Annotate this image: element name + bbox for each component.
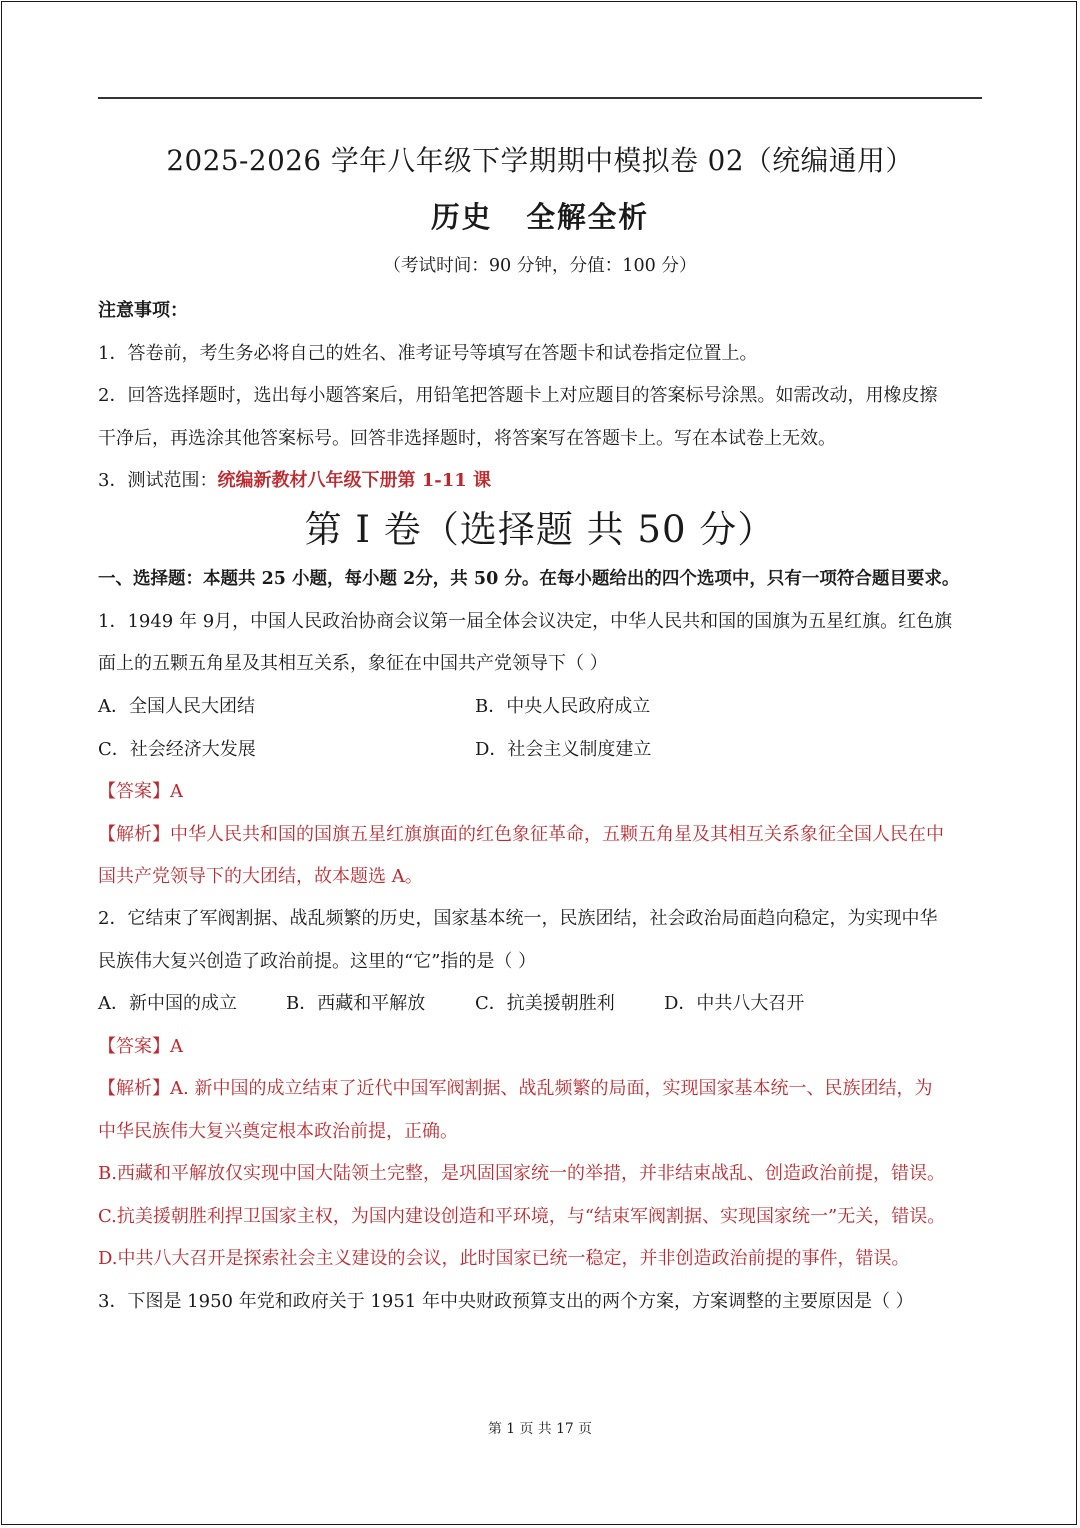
q2-option-d: D．中共八大召开 (664, 993, 805, 1014)
q1-analysis-line-1: 【解析】中华人民共和国的国旗五星红旗旗面的红色象征革命，五颗五角星及其相互关系象征全国人民在中 (98, 824, 944, 845)
q2-stem-line-1: 2．它结束了军阀割据、战乱频繁的历史，国家基本统一，民族团结，社会政治局面趋向稳定，为实现中华 (98, 908, 938, 929)
notice-item-2-line-1: 2．回答选择题时，选出每小题答案后，用铅笔把答题卡上对应题目的答案标号涂黑。如需改动，用橡皮擦 (98, 385, 938, 406)
notice-item-3-prefix: 3．测试范围： (98, 470, 218, 491)
notice-item-1: 1．答卷前，考生务必将自己的姓名、准考证号等填写在答题卡和试卷指定位置上。 (98, 343, 758, 364)
q1-stem-line-1: 1．1949 年 9月，中国人民政治协商会议第一届全体会议决定，中华人民共和国的国旗为五星红旗。红色旗 (98, 611, 953, 632)
section-title: 第 I 卷（选择题 共 50 分） (304, 508, 776, 551)
q1-option-d: D．社会主义制度建立 (475, 739, 652, 760)
q2-answer: 【答案】A (98, 1036, 183, 1057)
q2-analysis-line-2: 中华民族伟大复兴奠定根本政治前提，正确。 (98, 1121, 458, 1142)
q2-analysis-option-c: C.抗美援朝胜利捍卫国家主权，为国内建设创造和平环境，与“结束军阀割据、实现国家统一”无关，错误。 (98, 1206, 946, 1227)
q1-analysis-line-2: 国共产党领导下的大团结，故本题选 A。 (98, 866, 423, 887)
q1-option-c: C．社会经济大发展 (98, 739, 256, 760)
notice-item-2-line-2: 干净后，再选涂其他答案标号。回答非选择题时，将答案写在答题卡上。写在本试卷上无效。 (98, 428, 836, 449)
subject-label: 历史 (430, 200, 493, 234)
q2-analysis-line-1: 【解析】A. 新中国的成立结束了近代中国军阀割据、战乱频繁的局面，实现国家基本统一、民族团结，为 (98, 1078, 933, 1099)
header-rule (98, 97, 982, 99)
exam-time-info: （考试时间：90 分钟，分值：100 分） (383, 256, 697, 276)
q2-option-a: A．新中国的成立 (98, 993, 237, 1014)
page-number: 第 1 页 共 17 页 (487, 1421, 593, 1437)
exam-title: 2025-2026 学年八年级下学期期中模拟卷 02（统编通用） (166, 144, 914, 177)
q1-stem-line-2: 面上的五颗五角星及其相互关系，象征在中国共产党领导下（ ） (98, 653, 608, 674)
q2-option-b: B．西藏和平解放 (286, 993, 426, 1014)
q2-analysis-option-d: D.中共八大召开是探索社会主义建设的会议，此时国家已统一稳定，并非创造政治前提的事件，错误。 (98, 1248, 910, 1269)
q1-option-a: A．全国人民大团结 (98, 696, 255, 717)
q1-answer: 【答案】A (98, 781, 183, 802)
q2-option-c: C．抗美援朝胜利 (475, 993, 615, 1014)
subject-suffix: 全解全析 (526, 200, 650, 234)
notice-heading: 注意事项： (98, 300, 188, 321)
q3-stem-line-1: 3．下图是 1950 年党和政府关于 1951 年中央财政预算支出的两个方案，方案调整的主要原因是（ ） (98, 1291, 914, 1312)
q1-option-b: B．中央人民政府成立 (475, 696, 651, 717)
notice-item-3 (98, 466, 491, 492)
exam-subtitle (0, 195, 1080, 236)
q2-analysis-option-b: B.西藏和平解放仅实现中国大陆领土完整，是巩固国家统一的举措，并非结束战乱、创造政治前提，错误。 (98, 1163, 945, 1184)
section-instructions: 一、选择题：本题共 25 小题，每小题 2分，共 50 分。在每小题给出的四个选项中，只有一项符合题目要求。 (98, 569, 960, 589)
q2-stem-line-2: 民族伟大复兴创造了政治前提。这里的“它”指的是（ ） (98, 951, 537, 972)
test-scope: 统编新教材八年级下册第 1-11 课 (217, 470, 492, 491)
